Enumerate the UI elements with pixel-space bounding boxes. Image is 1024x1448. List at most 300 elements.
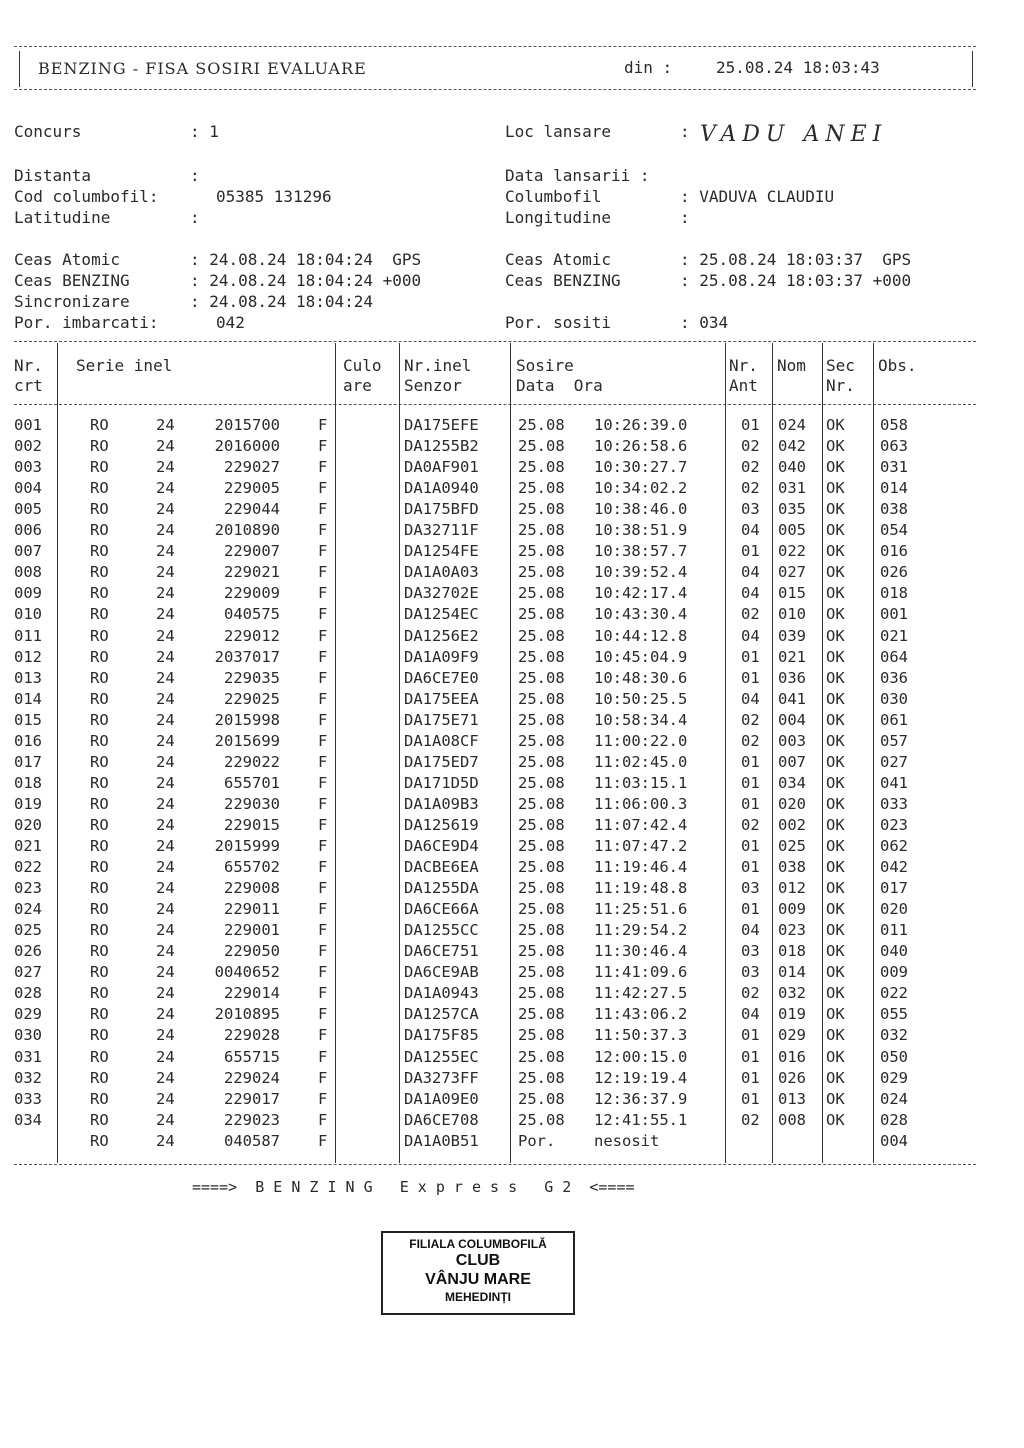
- row-obs: 014: [880, 479, 908, 498]
- row-sec: OK: [826, 773, 845, 792]
- row-obs: 022: [880, 984, 908, 1003]
- row-an: 24: [156, 815, 175, 834]
- row-data: 25.08: [518, 921, 565, 940]
- row-sex: F: [318, 731, 328, 750]
- row-ant: 01: [741, 900, 760, 919]
- ceas-benzing-label: Ceas BENZING: [14, 271, 130, 290]
- row-senzor: DA1A0A03: [404, 563, 479, 582]
- row-an: 24: [156, 563, 175, 582]
- loc-handwritten: VADU ANEI: [700, 122, 888, 147]
- longitudine-label: Longitudine: [505, 208, 611, 227]
- stamp-line-2: CLUB: [455, 1252, 501, 1269]
- row-sec: OK: [826, 1047, 845, 1066]
- row-sec: OK: [826, 1089, 845, 1108]
- latitudine-label: Latitudine: [14, 208, 111, 227]
- row-inel: 229023: [224, 1110, 280, 1129]
- row-tara: RO: [90, 416, 109, 434]
- row-sec: OK: [826, 437, 845, 456]
- row-sec: OK: [826, 900, 845, 919]
- row-ant: 01: [741, 542, 760, 561]
- row-ant: 02: [741, 437, 760, 456]
- row-sec: OK: [826, 794, 845, 813]
- row-ora: 10:34:02.2: [594, 479, 688, 498]
- row-sec: OK: [826, 731, 845, 750]
- row-data: 25.08: [518, 1110, 565, 1129]
- row-an: 24: [156, 668, 175, 687]
- row-sex: F: [318, 984, 328, 1003]
- row-data: 25.08: [518, 500, 565, 519]
- row-sec: OK: [826, 963, 845, 982]
- row-obs: 011: [880, 921, 908, 940]
- header-top-border: [14, 46, 976, 47]
- table-row: [0, 774, 1000, 795]
- row-senzor: DA1254EC: [404, 605, 479, 624]
- cod-value: 05385 131296: [216, 187, 332, 206]
- row-data: 25.08: [518, 984, 565, 1003]
- row-an: 24: [156, 542, 175, 561]
- sincronizare-value: : 24.08.24 18:04:24: [190, 292, 374, 311]
- row-obs: 042: [880, 858, 908, 877]
- row-inel: 229044: [224, 500, 280, 519]
- row-tara: RO: [90, 542, 109, 561]
- row-sec: OK: [826, 752, 845, 771]
- ceas-atomic-value: : 24.08.24 18:04:24 GPS: [190, 250, 422, 269]
- table-row: [0, 437, 1000, 458]
- distanta-value: :: [190, 166, 200, 185]
- row-obs: 026: [880, 563, 908, 582]
- row-obs: 027: [880, 752, 908, 771]
- row-nom: 034: [778, 773, 806, 792]
- row-sex: F: [318, 500, 328, 519]
- row-inel: 2015998: [214, 710, 280, 729]
- footer-text: ====> B E N Z I N G E x p r e s s G 2 <====: [192, 1178, 635, 1196]
- row-inel: 040587: [224, 1131, 280, 1150]
- row-obs: 040: [880, 942, 908, 961]
- stamp-line-1: FILIALA COLUMBOFILĂ: [409, 1237, 547, 1251]
- row-data: 25.08: [518, 1089, 565, 1108]
- row-an: 24: [156, 879, 175, 898]
- row-an: 24: [156, 437, 175, 456]
- row-an: 24: [156, 1047, 175, 1066]
- row-nr: 013: [14, 668, 42, 687]
- loc-label: Loc lansare: [505, 122, 611, 141]
- table-row: [0, 458, 1000, 479]
- row-ora: 10:45:04.9: [594, 647, 688, 666]
- loc-value: :: [680, 122, 690, 141]
- row-tara: RO: [90, 710, 109, 729]
- row-sec: OK: [826, 521, 845, 540]
- stamp-line-4: MEHEDINȚI: [445, 1290, 511, 1304]
- row-ora: 10:38:51.9: [594, 521, 688, 540]
- row-nr: 031: [14, 1047, 42, 1066]
- row-senzor: DA1A0940: [404, 479, 479, 498]
- row-ant: 01: [741, 794, 760, 813]
- row-nom: 003: [778, 731, 806, 750]
- table-row: [0, 669, 1000, 690]
- row-nr: 030: [14, 1026, 42, 1045]
- row-nom: 042: [778, 437, 806, 456]
- row-sex: F: [318, 773, 328, 792]
- row-nr: 011: [14, 626, 42, 645]
- row-ora: 11:03:15.1: [594, 773, 688, 792]
- row-nr: 024: [14, 900, 42, 919]
- row-sex: F: [318, 668, 328, 687]
- table-row: [0, 1005, 1000, 1026]
- row-ant: 04: [741, 626, 760, 645]
- table-row: [0, 942, 1000, 963]
- row-senzor: DACBE6EA: [404, 858, 479, 877]
- header-sosire: Sosire: [516, 356, 574, 375]
- row-data: 25.08: [518, 731, 565, 750]
- row-senzor: DA171D5D: [404, 773, 479, 792]
- row-an: 24: [156, 942, 175, 961]
- row-an: 24: [156, 521, 175, 540]
- row-an: 24: [156, 1089, 175, 1108]
- row-sec: OK: [826, 942, 845, 961]
- row-nr: 009: [14, 584, 42, 603]
- row-nr: 032: [14, 1068, 42, 1087]
- row-nom: 032: [778, 984, 806, 1003]
- concurs-label: Concurs: [14, 122, 82, 141]
- row-senzor: DA6CE751: [404, 942, 479, 961]
- header-nom: Nom: [777, 356, 806, 375]
- row-nr: 021: [14, 837, 42, 855]
- table-row: [0, 1026, 1000, 1047]
- row-nom: 008: [778, 1110, 806, 1129]
- row-an: 24: [156, 479, 175, 498]
- row-senzor: DA1255EC: [404, 1047, 479, 1066]
- row-tara: RO: [90, 900, 109, 919]
- row-data: 25.08: [518, 479, 565, 498]
- row-ora: 11:07:47.2: [594, 837, 688, 855]
- stamp-line-3: VÂNJU MARE: [425, 1271, 531, 1288]
- table-row: [0, 690, 1000, 711]
- row-an: 24: [156, 710, 175, 729]
- date-value: 25.08.24 18:03:43: [716, 58, 880, 77]
- row-inel: 229014: [224, 984, 280, 1003]
- row-nom: 039: [778, 626, 806, 645]
- row-senzor: DA175BFD: [404, 500, 479, 519]
- row-tara: RO: [90, 879, 109, 898]
- row-ora: 11:42:27.5: [594, 984, 688, 1003]
- row-nom: 018: [778, 942, 806, 961]
- row-nr: 016: [14, 731, 42, 750]
- row-obs: 031: [880, 458, 908, 477]
- row-data: 25.08: [518, 521, 565, 540]
- table-row: [0, 900, 1000, 921]
- row-tara: RO: [90, 921, 109, 940]
- row-nr: 025: [14, 921, 42, 940]
- row-sex: F: [318, 689, 328, 708]
- row-sex: F: [318, 521, 328, 540]
- row-an: 24: [156, 500, 175, 519]
- row-nom: 029: [778, 1026, 806, 1045]
- row-sex: F: [318, 900, 328, 919]
- row-an: 24: [156, 794, 175, 813]
- porumbei-sositi-label: Por. sositi: [505, 313, 611, 332]
- row-senzor: DA6CE9AB: [404, 963, 479, 982]
- table-row: [0, 416, 1000, 437]
- row-nom: 012: [778, 879, 806, 898]
- row-senzor: DA1257CA: [404, 1005, 479, 1024]
- row-an: 24: [156, 626, 175, 645]
- row-sex: F: [318, 1005, 328, 1024]
- row-sec: OK: [826, 500, 845, 519]
- cod-label: Cod columbofil:: [14, 187, 159, 206]
- ceas-benzing-sosire-value: : 25.08.24 18:03:37 +000: [680, 271, 912, 290]
- row-tara: RO: [90, 752, 109, 771]
- table-row: [0, 753, 1000, 774]
- row-senzor: DA32702E: [404, 584, 479, 603]
- row-obs: 062: [880, 837, 908, 855]
- row-inel: 229035: [224, 668, 280, 687]
- row-inel: 2010890: [214, 521, 280, 540]
- table-row: [0, 816, 1000, 837]
- row-sec: OK: [826, 416, 845, 434]
- row-obs: 023: [880, 815, 908, 834]
- row-sex: F: [318, 1068, 328, 1087]
- table-row: [0, 1132, 1000, 1153]
- row-ora: 11:25:51.6: [594, 900, 688, 919]
- row-sec: OK: [826, 815, 845, 834]
- row-data: 25.08: [518, 542, 565, 561]
- row-tara: RO: [90, 731, 109, 750]
- row-obs: 041: [880, 773, 908, 792]
- row-inel: 2037017: [214, 647, 280, 666]
- row-senzor: DA1A0943: [404, 984, 479, 1003]
- row-obs: 024: [880, 1089, 908, 1108]
- ceas-atomic-sosire-value: : 25.08.24 18:03:37 GPS: [680, 250, 912, 269]
- row-inel: 229050: [224, 942, 280, 961]
- row-nom: 002: [778, 815, 806, 834]
- row-nom: 007: [778, 752, 806, 771]
- row-inel: 655702: [224, 858, 280, 877]
- table-row: [0, 921, 1000, 942]
- row-nr: 026: [14, 942, 42, 961]
- row-an: 24: [156, 1131, 175, 1150]
- row-sex: F: [318, 1110, 328, 1129]
- row-senzor: DA1255B2: [404, 437, 479, 456]
- row-sex: F: [318, 921, 328, 940]
- row-data: 25.08: [518, 458, 565, 477]
- row-inel: 229015: [224, 815, 280, 834]
- row-nom: 010: [778, 605, 806, 624]
- columbofil-value: : VADUVA CLAUDIU: [680, 187, 835, 206]
- row-sex: F: [318, 479, 328, 498]
- columbofil-label: Columbofil: [505, 187, 602, 206]
- row-ora: 11:00:22.0: [594, 731, 688, 750]
- row-tara: RO: [90, 773, 109, 792]
- row-ora: 10:39:52.4: [594, 563, 688, 582]
- header-crt: crt: [14, 376, 43, 395]
- table-row: [0, 605, 1000, 626]
- row-inel: 2015999: [214, 837, 280, 855]
- row-inel: 229028: [224, 1026, 280, 1045]
- row-sex: F: [318, 626, 328, 645]
- row-data: 25.08: [518, 879, 565, 898]
- row-senzor: DA0AF901: [404, 458, 479, 477]
- row-sex: F: [318, 942, 328, 961]
- row-sec: OK: [826, 563, 845, 582]
- row-tara: RO: [90, 626, 109, 645]
- row-nr: 019: [14, 794, 42, 813]
- row-ant: 04: [741, 689, 760, 708]
- row-tara: RO: [90, 605, 109, 624]
- row-data: 25.08: [518, 689, 565, 708]
- row-data: 25.08: [518, 563, 565, 582]
- row-sec: OK: [826, 626, 845, 645]
- row-inel: 229009: [224, 584, 280, 603]
- row-an: 24: [156, 921, 175, 940]
- ceas-benzing-sosire-label: Ceas BENZING: [505, 271, 621, 290]
- row-sex: F: [318, 752, 328, 771]
- row-ora: 10:42:17.4: [594, 584, 688, 603]
- row-tara: RO: [90, 858, 109, 877]
- row-tara: RO: [90, 984, 109, 1003]
- row-ant: 04: [741, 563, 760, 582]
- table-row: [0, 732, 1000, 753]
- row-senzor: DA3273FF: [404, 1068, 479, 1087]
- row-nr: 010: [14, 605, 42, 624]
- header-culoare-2: are: [343, 376, 372, 395]
- row-data: 25.08: [518, 1047, 565, 1066]
- row-inel: 655701: [224, 773, 280, 792]
- row-ant: 02: [741, 815, 760, 834]
- row-data: 25.08: [518, 794, 565, 813]
- row-obs: 018: [880, 584, 908, 603]
- row-ora: 10:43:30.4: [594, 605, 688, 624]
- table-row: [0, 479, 1000, 500]
- row-tara: RO: [90, 1110, 109, 1129]
- row-senzor: DA1A09F9: [404, 647, 479, 666]
- row-ora: 11:07:42.4: [594, 815, 688, 834]
- row-senzor: DA6CE9D4: [404, 837, 479, 855]
- row-nom: 004: [778, 710, 806, 729]
- row-obs: 020: [880, 900, 908, 919]
- row-ant: 01: [741, 1026, 760, 1045]
- row-sec: OK: [826, 879, 845, 898]
- row-ant: 02: [741, 1110, 760, 1129]
- table-bottom-border: [14, 1164, 976, 1165]
- row-inel: 655715: [224, 1047, 280, 1066]
- row-ant: 03: [741, 500, 760, 519]
- row-senzor: DA1256E2: [404, 626, 479, 645]
- row-tara: RO: [90, 1089, 109, 1108]
- row-sex: F: [318, 563, 328, 582]
- row-sex: F: [318, 1131, 328, 1150]
- table-row: [0, 1111, 1000, 1132]
- row-an: 24: [156, 984, 175, 1003]
- table-row: [0, 584, 1000, 605]
- row-tara: RO: [90, 1131, 109, 1150]
- row-ora: nesosit: [594, 1131, 660, 1150]
- row-an: 24: [156, 900, 175, 919]
- row-nom: 027: [778, 563, 806, 582]
- row-an: 24: [156, 963, 175, 982]
- row-tara: RO: [90, 963, 109, 982]
- header-right-border: [972, 51, 973, 87]
- row-ant: 01: [741, 416, 760, 434]
- row-obs: 055: [880, 1005, 908, 1024]
- row-data: 25.08: [518, 900, 565, 919]
- row-inel: 0040652: [214, 963, 280, 982]
- table-row: [0, 963, 1000, 984]
- row-obs: 054: [880, 521, 908, 540]
- row-ant: 01: [741, 668, 760, 687]
- row-nom: 036: [778, 668, 806, 687]
- row-nom: 013: [778, 1089, 806, 1108]
- row-sex: F: [318, 879, 328, 898]
- row-tara: RO: [90, 1068, 109, 1087]
- header-nr-ant: Nr.: [729, 356, 758, 375]
- row-data: 25.08: [518, 710, 565, 729]
- row-sex: F: [318, 1047, 328, 1066]
- row-ora: 12:19:19.4: [594, 1068, 688, 1087]
- row-obs: 038: [880, 500, 908, 519]
- row-sex: F: [318, 605, 328, 624]
- row-ant: 04: [741, 521, 760, 540]
- row-sex: F: [318, 458, 328, 477]
- row-nom: 014: [778, 963, 806, 982]
- row-ora: 10:30:27.7: [594, 458, 688, 477]
- table-row: [0, 837, 1000, 858]
- row-obs: 029: [880, 1068, 908, 1087]
- row-senzor: DA1255CC: [404, 921, 479, 940]
- row-an: 24: [156, 1005, 175, 1024]
- row-sec: OK: [826, 689, 845, 708]
- row-ora: 10:26:58.6: [594, 437, 688, 456]
- row-nom: 005: [778, 521, 806, 540]
- row-ora: 10:38:57.7: [594, 542, 688, 561]
- header-senzor: Senzor: [404, 376, 462, 395]
- row-obs: 033: [880, 794, 908, 813]
- row-obs: 032: [880, 1026, 908, 1045]
- row-data: 25.08: [518, 837, 565, 855]
- row-sec: OK: [826, 1005, 845, 1024]
- row-an: 24: [156, 837, 175, 855]
- row-data: 25.08: [518, 647, 565, 666]
- row-tara: RO: [90, 479, 109, 498]
- row-senzor: DA1A08CF: [404, 731, 479, 750]
- page-title: BENZING - FISA SOSIRI EVALUARE: [38, 59, 367, 78]
- date-label: din :: [624, 58, 673, 77]
- row-inel: 229005: [224, 479, 280, 498]
- table-row: [0, 563, 1000, 584]
- row-ant: 01: [741, 773, 760, 792]
- row-sex: F: [318, 416, 328, 434]
- row-an: 24: [156, 773, 175, 792]
- row-senzor: DA32711F: [404, 521, 479, 540]
- row-sec: OK: [826, 1110, 845, 1129]
- row-ora: 10:50:25.5: [594, 689, 688, 708]
- row-inel: 229001: [224, 921, 280, 940]
- row-nom: 041: [778, 689, 806, 708]
- row-sec: OK: [826, 921, 845, 940]
- row-tara: RO: [90, 647, 109, 666]
- row-senzor: DA1255DA: [404, 879, 479, 898]
- row-nr: 033: [14, 1089, 42, 1108]
- row-data: 25.08: [518, 668, 565, 687]
- row-sec: OK: [826, 542, 845, 561]
- row-data: 25.08: [518, 416, 565, 434]
- row-senzor: DA175E71: [404, 710, 479, 729]
- ceas-atomic-sosire-label: Ceas Atomic: [505, 250, 611, 269]
- row-an: 24: [156, 689, 175, 708]
- row-tara: RO: [90, 1026, 109, 1045]
- row-an: 24: [156, 605, 175, 624]
- row-nr: 006: [14, 521, 42, 540]
- row-ant: 02: [741, 731, 760, 750]
